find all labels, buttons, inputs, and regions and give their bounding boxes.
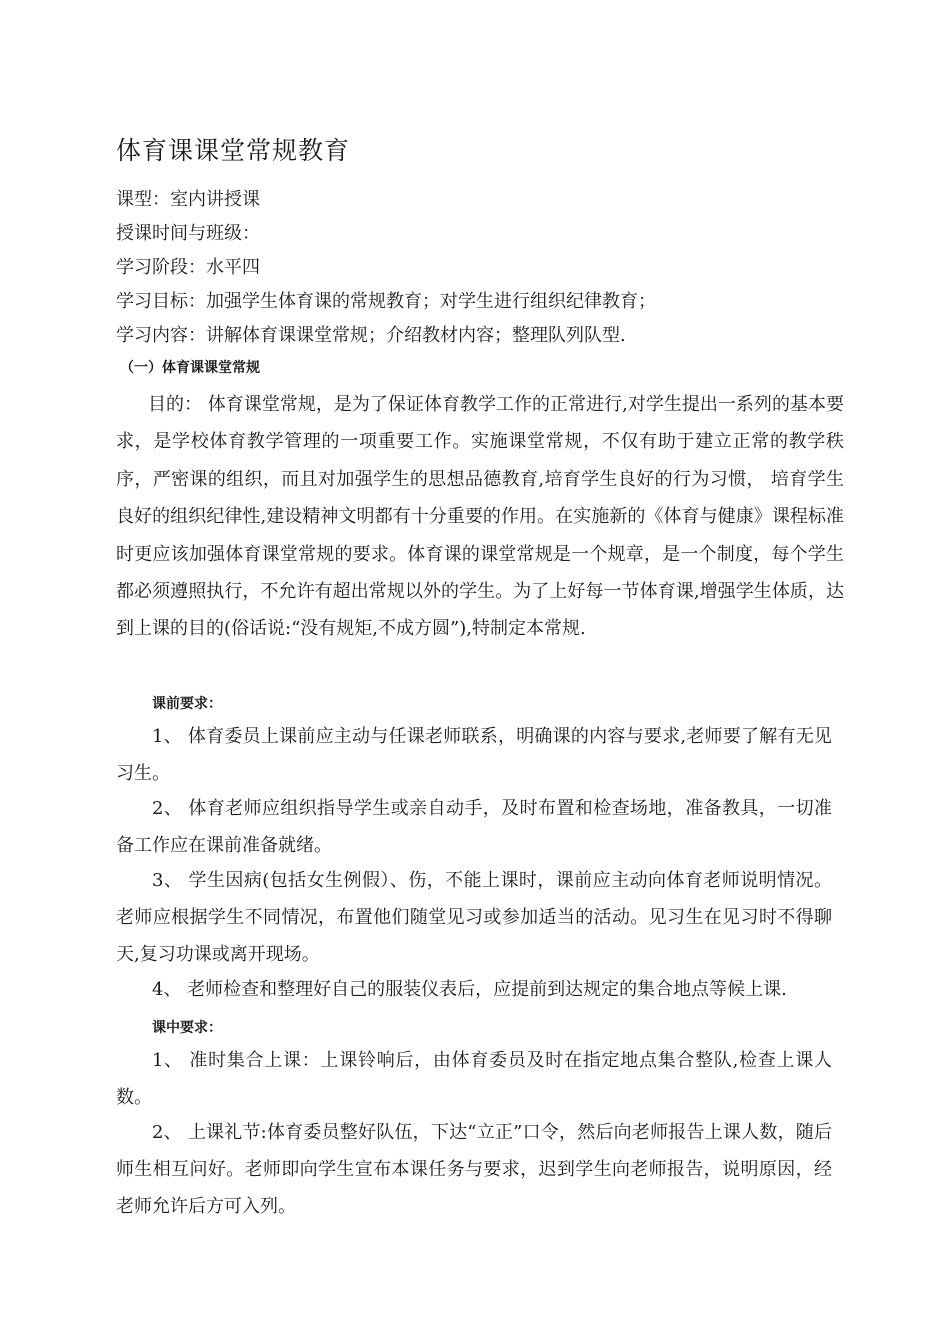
pre-class-item-2: 2、 体育老师应组织指导学生或亲自动手，及时布置和检查场地，准备教具，一切准备工作应在课前准备就绪。 xyxy=(116,798,832,856)
meta-goals: 学习目标：加强学生体育课的常规教育；对学生进行组织纪律教育； xyxy=(116,291,656,312)
document-title: 体育课课堂常规教育 xyxy=(116,136,351,165)
meta-time-class: 授课时间与班级： xyxy=(116,223,260,244)
purpose-paragraph: 目的： 体育课堂常规，是为了保证体育教学工作的正常进行,对学生提出一系列的基本要求，是学校体育教学管理的一项重要工作。实施课堂常规，不仅有助于建立正常的教学秩序，严密课的组织，而且对加强学生的思想品德教育,培育学生良好的行为习惯， 培育学生良好的组织纪律性,建设精神文明都有十分重要的作用。在实施新的《体育与健康》课程标准时更应该加强体育课堂常规的要求。体育课的课堂常规是一个规章，是一个制度，每个学生都必须遵照执行，不允许有超出常规以外的学生。为了上好每一节体育课,增强学生体质，达到上课的目的(俗话说:“没有规矩,不成方圆”),特制定本常规. xyxy=(116,394,844,640)
pre-class-heading: 课前要求： xyxy=(152,696,222,712)
pre-class-item-3: 3、 学生因病(包括女生例假）、伤，不能上课时，课前应主动向体育老师说明情况。老师应根据学生不同情况，布置他们随堂见习或参加适当的活动。见习生在见习时不得聊天,复习功课或离开现场。 xyxy=(116,870,832,965)
in-class-item-2: 2、 上课礼节:体育委员整好队伍，下达“立正”口令，然后向老师报告上课人数，随后师生相互问好。老师即向学生宣布本课任务与要求，迟到学生向老师报告，说明原因，经老师允许后方可入列。 xyxy=(116,1122,832,1217)
meta-lesson-type: 课型：室内讲授课 xyxy=(116,189,260,210)
lesson-meta xyxy=(116,183,856,353)
meta-content: 学习内容：讲解体育课课堂常规；介绍教材内容；整理队列队型. xyxy=(116,325,626,346)
meta-stage: 学习阶段：水平四 xyxy=(116,257,260,278)
pre-class-item-4: 4、 老师检查和整理好自己的服装仪表后，应提前到达规定的集合地点等候上课. xyxy=(152,979,787,1000)
pre-class-item-1: 1、 体育委员上课前应主动与任课老师联系，明确课的内容与要求,老师要了解有无见习生。 xyxy=(116,726,832,784)
in-class-heading: 课中要求： xyxy=(152,1020,222,1036)
in-class-item-1: 1、 准时集合上课：上课铃响后，由体育委员及时在指定地点集合整队,检查上课人数。 xyxy=(116,1050,832,1108)
section-heading: （一）体育课课堂常规 xyxy=(120,360,260,376)
